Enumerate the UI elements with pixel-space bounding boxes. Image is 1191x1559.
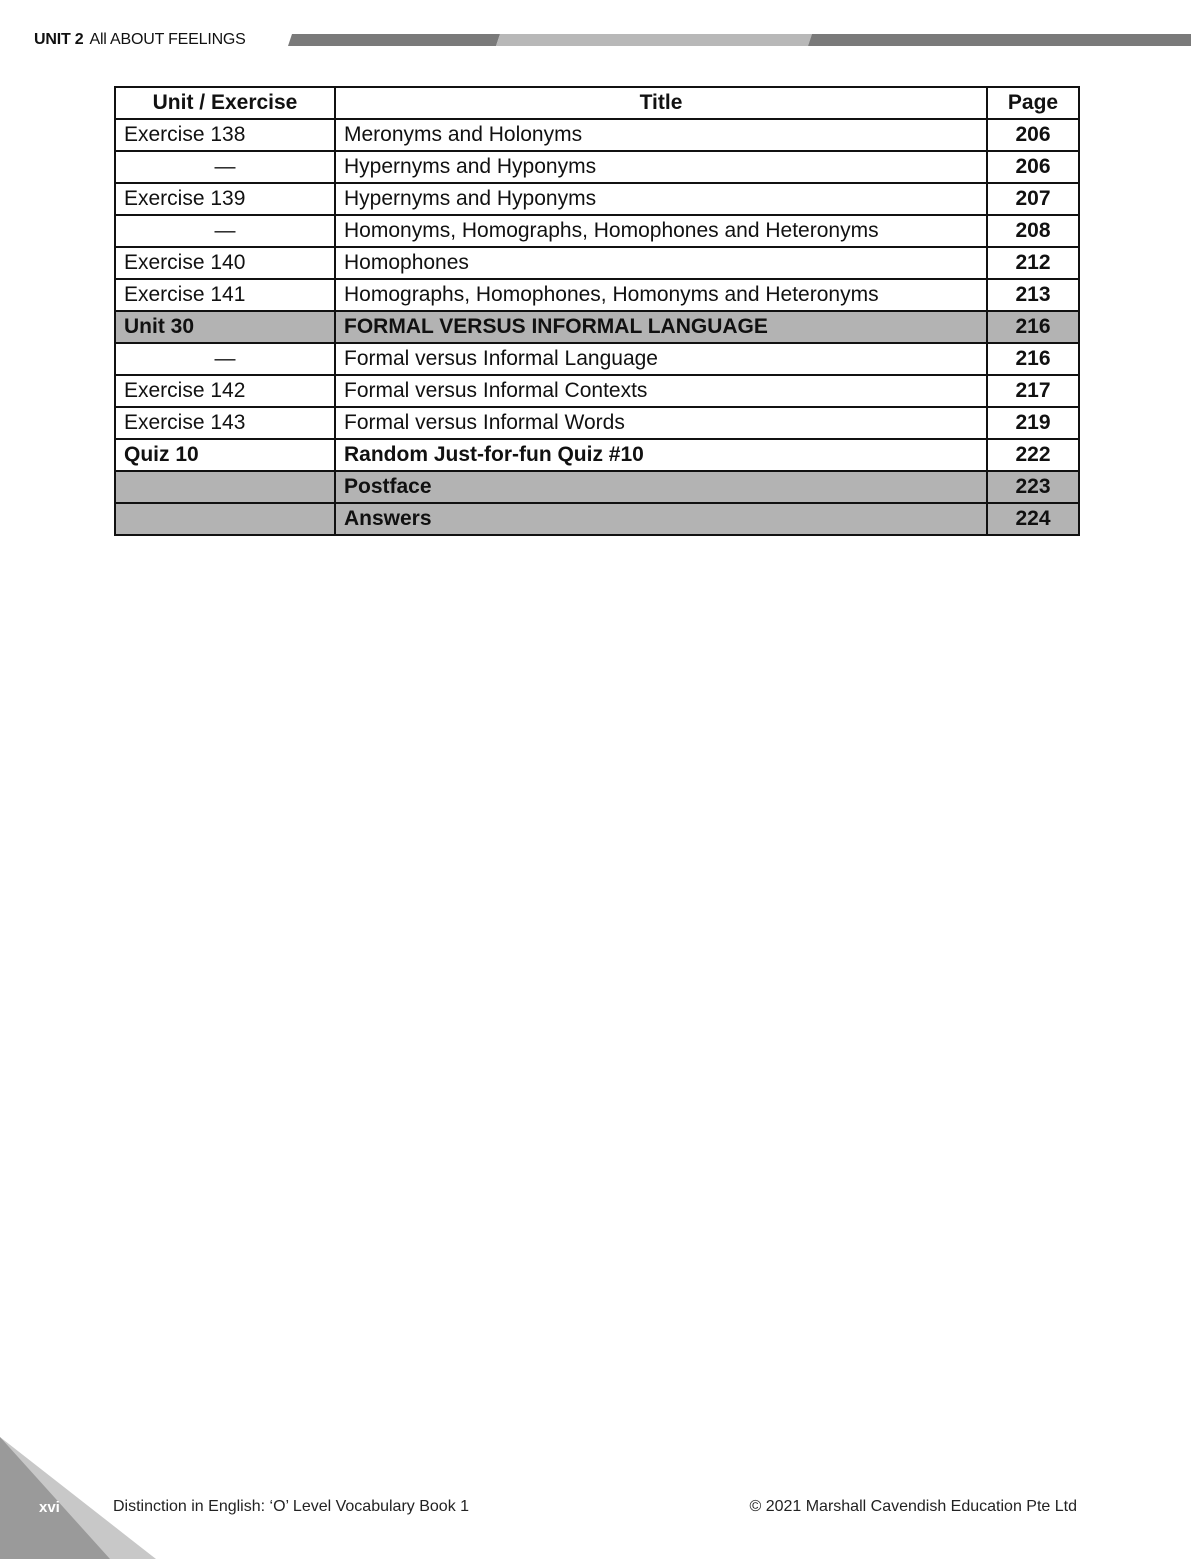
- cell-page: 223: [987, 471, 1079, 503]
- cell-page: 216: [987, 311, 1079, 343]
- cell-page: 222: [987, 439, 1079, 471]
- running-header: [0, 0, 1191, 60]
- header-decorative-bars: [0, 34, 1191, 46]
- cell-unit-exercise: Exercise 143: [115, 407, 335, 439]
- table-row: [115, 119, 1079, 151]
- cell-unit-exercise: Unit 30: [115, 311, 335, 343]
- column-header-page: Page: [987, 87, 1079, 119]
- table-row: [115, 247, 1079, 279]
- cell-page: 216: [987, 343, 1079, 375]
- table-header-row: [115, 87, 1079, 119]
- cell-unit-exercise: Exercise 138: [115, 119, 335, 151]
- cell-unit-exercise: Exercise 139: [115, 183, 335, 215]
- cell-title: Homographs, Homophones, Homonyms and Heteronyms: [335, 279, 987, 311]
- cell-title: Hypernyms and Hyponyms: [335, 183, 987, 215]
- cell-unit-exercise: —: [115, 215, 335, 247]
- cell-page: 217: [987, 375, 1079, 407]
- header-topic: All ABOUT FEELINGS: [89, 31, 246, 48]
- cell-unit-exercise: [115, 503, 335, 535]
- table-body: [115, 119, 1079, 535]
- cell-page: 224: [987, 503, 1079, 535]
- page-footer: [0, 1429, 1191, 1559]
- cell-title: Random Just-for-fun Quiz #10: [335, 439, 987, 471]
- copyright-notice: © 2021 Marshall Cavendish Education Pte Ltd: [749, 1498, 1077, 1515]
- cell-title: Formal versus Informal Contexts: [335, 375, 987, 407]
- cell-unit-exercise: [115, 471, 335, 503]
- table-row: [115, 311, 1079, 343]
- cell-page: 208: [987, 215, 1079, 247]
- page-number: xvi: [39, 1499, 60, 1516]
- cell-page: 207: [987, 183, 1079, 215]
- table-row: [115, 375, 1079, 407]
- table-row: [115, 215, 1079, 247]
- cell-page: 206: [987, 119, 1079, 151]
- table-row: [115, 407, 1079, 439]
- cell-unit-exercise: Exercise 142: [115, 375, 335, 407]
- table-row: [115, 151, 1079, 183]
- cell-title: Homophones: [335, 247, 987, 279]
- book-title: Distinction in English: ‘O’ Level Vocabulary Book 1: [113, 1498, 470, 1515]
- table-row: [115, 183, 1079, 215]
- cell-unit-exercise: Exercise 140: [115, 247, 335, 279]
- cell-unit-exercise: —: [115, 151, 335, 183]
- table-row: [115, 279, 1079, 311]
- cell-page: 206: [987, 151, 1079, 183]
- table-row: [115, 471, 1079, 503]
- column-header-title: Title: [335, 87, 987, 119]
- table-row: [115, 439, 1079, 471]
- cell-title: Formal versus Informal Language: [335, 343, 987, 375]
- cell-page: 212: [987, 247, 1079, 279]
- cell-title: Meronyms and Holonyms: [335, 119, 987, 151]
- header-unit-label: UNIT 2: [34, 31, 84, 48]
- cell-title: FORMAL VERSUS INFORMAL LANGUAGE: [335, 311, 987, 343]
- cell-unit-exercise: Quiz 10: [115, 439, 335, 471]
- footer-corner-decoration: [0, 1429, 160, 1559]
- cell-title: Formal versus Informal Words: [335, 407, 987, 439]
- cell-unit-exercise: Exercise 141: [115, 279, 335, 311]
- contents-table: [114, 86, 1080, 536]
- cell-title: Homonyms, Homographs, Homophones and Heteronyms: [335, 215, 987, 247]
- cell-page: 213: [987, 279, 1079, 311]
- cell-unit-exercise: —: [115, 343, 335, 375]
- cell-title: Postface: [335, 471, 987, 503]
- table-row: [115, 503, 1079, 535]
- column-header-unit: Unit / Exercise: [115, 87, 335, 119]
- cell-title: Answers: [335, 503, 987, 535]
- table-row: [115, 343, 1079, 375]
- cell-title: Hypernyms and Hyponyms: [335, 151, 987, 183]
- cell-page: 219: [987, 407, 1079, 439]
